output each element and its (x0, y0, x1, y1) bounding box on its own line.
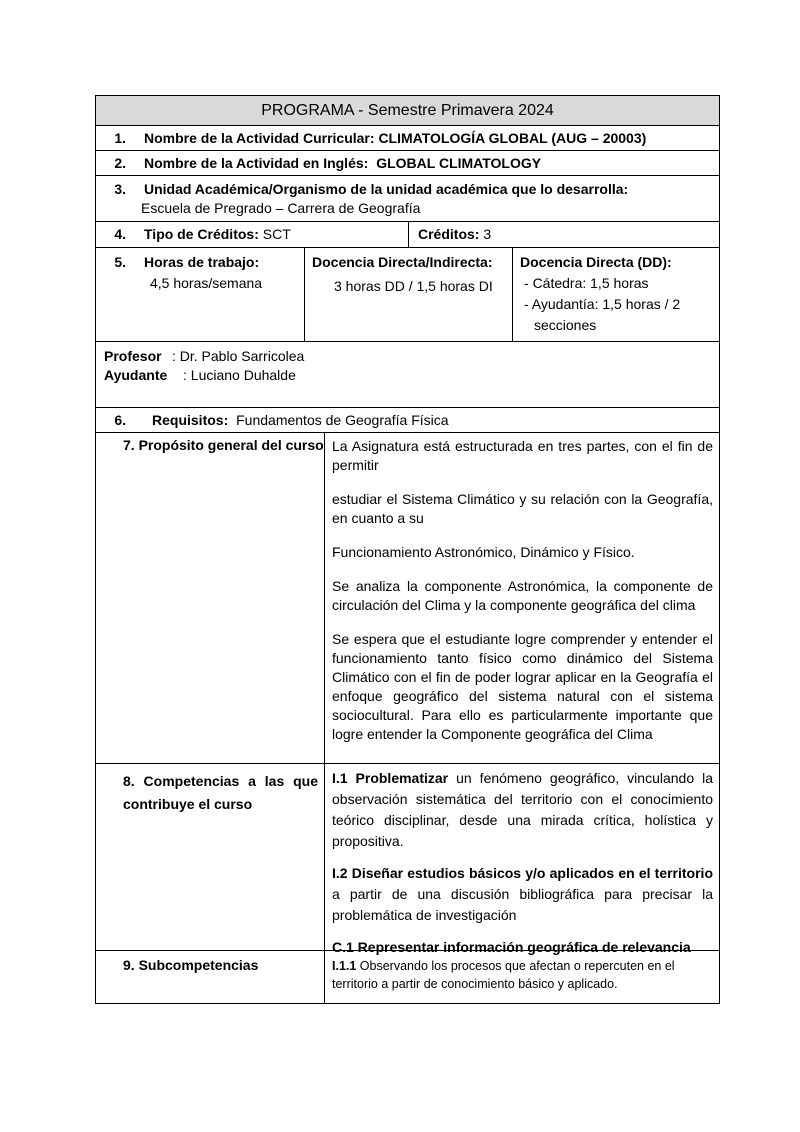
item-number: 3. (114, 181, 126, 197)
assistantship-hours: Ayudantía: 1,5 horas / 2 (531, 296, 681, 312)
purpose-paragraph: estudiar el Sistema Climático y su relación con la Geografía, en cuanto a su (332, 491, 713, 526)
academic-unit: Escuela de Pregrado – Carrera de Geografía (141, 200, 421, 216)
subcompetency-1-text: Observando los procesos que afectan o repercuten en el territorio a partir de conocimiento básico y aplicado. (332, 959, 675, 991)
direct-indirect-value: 3 horas DD / 1,5 horas DI (334, 278, 493, 294)
work-hours: 4,5 horas/semana (150, 275, 263, 291)
item-3 (95, 176, 720, 222)
course-name-english: GLOBAL CLIMATOLOGY (376, 155, 542, 171)
ayudante-label: Ayudante (104, 367, 168, 383)
item-1 (95, 126, 720, 151)
credit-type: SCT (262, 226, 291, 242)
competency-1-text: un fenómeno geográfico, vinculando la observación sistemática del territorio con el conocimiento teórico disciplinar, desde una mirada crítica, holística y propositiva. (332, 770, 713, 849)
profesor-name: : Dr. Pablo Sarricolea (172, 348, 305, 364)
purpose-label: 7. Propósito general del curso (123, 437, 324, 453)
competency-2-title: I.2 Diseñar estudios básicos y/o aplicados en el territorio (332, 865, 713, 881)
item-number: 5. (114, 254, 126, 270)
item-number: 6. (114, 412, 126, 428)
item-2 (95, 151, 720, 176)
item-label: Requisitos: (152, 412, 229, 428)
competency-3: C.1 Representar información geográfica de relevancia (332, 939, 691, 955)
item-5: 5. Horas de trabajo: 4,5 horas/semana Docencia Directa/Indirecta: 3 horas DD / 1,5 horas DI Docencia Directa (DD): - Cátedra: 1,5 horas - Ayudantía: 1,5 horas / 2 secciones (95, 248, 720, 342)
item-label: Horas de trabajo: (144, 254, 260, 270)
direct-indirect-label: Docencia Directa/Indirecta: (312, 254, 493, 270)
item-6 (95, 408, 720, 433)
assistantship-sections: secciones (534, 317, 597, 333)
purpose-paragraph: Funcionamiento Astronómico, Dinámico y Físico. (332, 544, 635, 560)
direct-teaching-label: Docencia Directa (DD): (520, 254, 672, 270)
competency-2 (332, 863, 713, 926)
ayudante-name: : Luciano Duhalde (183, 367, 296, 383)
program-document (95, 95, 720, 1004)
profesor-label: Profesor (104, 348, 162, 364)
item-4 (95, 222, 720, 248)
competencies-label: 8. Competencias a las que contribuye el curso (123, 773, 318, 812)
subcompetencies-label: 9. Subcompetencias (123, 957, 259, 973)
subcompetency-1-code: I.1.1 (332, 959, 357, 973)
purpose-paragraph: Se espera que el estudiante logre comprender y entender el funcionamiento tanto físico como dinámico del Sistema Climático con el fin de poder lograr aplicar en la Geografía el enfoque geográfico del sistema natural con el sistema sociocultural. Para ello es particularmente importante que logre entender la Componente geográfica del Clima (332, 631, 713, 742)
item-number: 4. (114, 226, 126, 242)
lecture-hours: Cátedra: 1,5 horas (532, 275, 649, 291)
item-number: 1. (114, 130, 126, 146)
subcompetency-1 (332, 957, 713, 993)
competency-1-title: I.1 Problematizar (332, 770, 449, 786)
credits-value: 3 (483, 226, 492, 242)
item-label: Nombre de la Actividad Curricular: (144, 130, 375, 146)
item-7 (95, 433, 720, 764)
item-label: Unidad Académica/Organismo de la unidad académica que lo desarrolla: (144, 181, 629, 197)
item-label: Nombre de la Actividad en Inglés: (144, 155, 369, 171)
item-8 (95, 764, 720, 955)
credits-label: Créditos: (418, 226, 480, 242)
item-number: 2. (114, 155, 126, 171)
course-name: CLIMATOLOGÍA GLOBAL (AUG – 20003) (378, 130, 647, 146)
staff-section (95, 342, 720, 408)
item-label: Tipo de Créditos: (144, 226, 259, 242)
requirements: Fundamentos de Geografía Física (236, 412, 449, 428)
purpose-paragraph: Se analiza la componente Astronómica, la componente de circulación del Clima y la componente geográfica del clima (332, 578, 713, 613)
purpose-paragraph: La Asignatura está estructurada en tres partes, con el fin de permitir (332, 438, 713, 473)
competency-2-text: a partir de una discusión bibliográfica para precisar la problemática de investigación (332, 886, 713, 923)
competency-1 (332, 768, 713, 852)
item-9 (95, 951, 720, 1004)
program-title: PROGRAMA - Semestre Primavera 2024 (95, 95, 720, 126)
